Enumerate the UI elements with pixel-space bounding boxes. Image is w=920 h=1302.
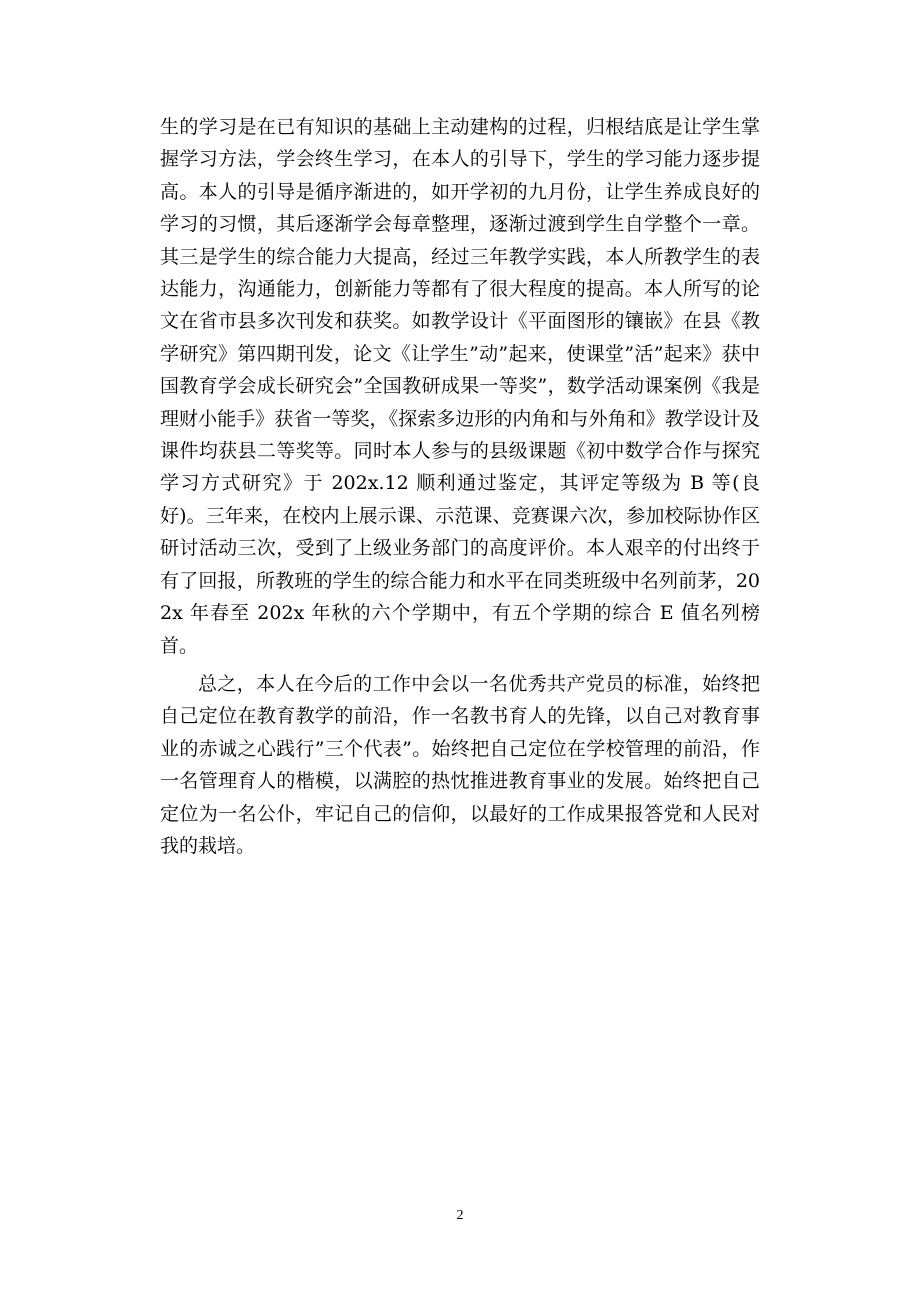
paragraph-continued: 生的学习是在已有知识的基础上主动建构的过程，归根结底是让学生掌握学习方法，学会终生学习，在本人的引导下，学生的学习能力逐步提高。本人的引导是循序渐进的，如开学初的九月份，让学生养成良好的学习的习惯，其后逐渐学会每章整理，逐渐过渡到学生自学整个一章。其三是学生的综合能力大提高，经过三年教学实践，本人所教学生的表达能力，沟通能力，创新能力等都有了很大程度的提高。本人所写的论文在省市县多次刊发和获奖。如教学设计《平面图形的镶嵌》在县《教学研究》第四期刊发，论文《让学生”动”起来，使课堂”活”起来》获中国教育学会成长研究会”全国教研成果一等奖”，数学活动课案例《我是理财小能手》获省一等奖，《探索多边形的内角和与外角和》教学设计及课件均获县二等奖等。同时本人参与的县级课题《初中数学合作与探究学习方式研究》于 202x.12 顺利通过鉴定，其评定等级为 B 等(良好)。三年来，在校内上展示课、示范课、竞赛课六次，参加校际协作区研讨活动三次，受到了上级业务部门的高度评价。本人艰辛的付出终于有了回报，所教班的学生的综合能力和水平在同类班级中名列前茅，202x 年春至 202x 年秋的六个学期中，有五个学期的综合 E 值名列榜首。 (160, 116, 760, 657)
body-text (160, 111, 760, 862)
page-number: 2 (456, 1208, 464, 1223)
paragraph-conclusion: 总之，本人在今后的工作中会以一名优秀共产党员的标准，始终把自己定位在教育教学的前沿，作一名教书育人的先锋，以自己对教育事业的赤诚之心践行”三个代表”。始终把自己定位在学校管理的前沿，作一名管理育人的楷模，以满腔的热忱推进教育事业的发展。始终把自己定位为一名公仆，牢记自己的信仰，以最好的工作成果报答党和人民对我的栽培。 (160, 672, 760, 857)
